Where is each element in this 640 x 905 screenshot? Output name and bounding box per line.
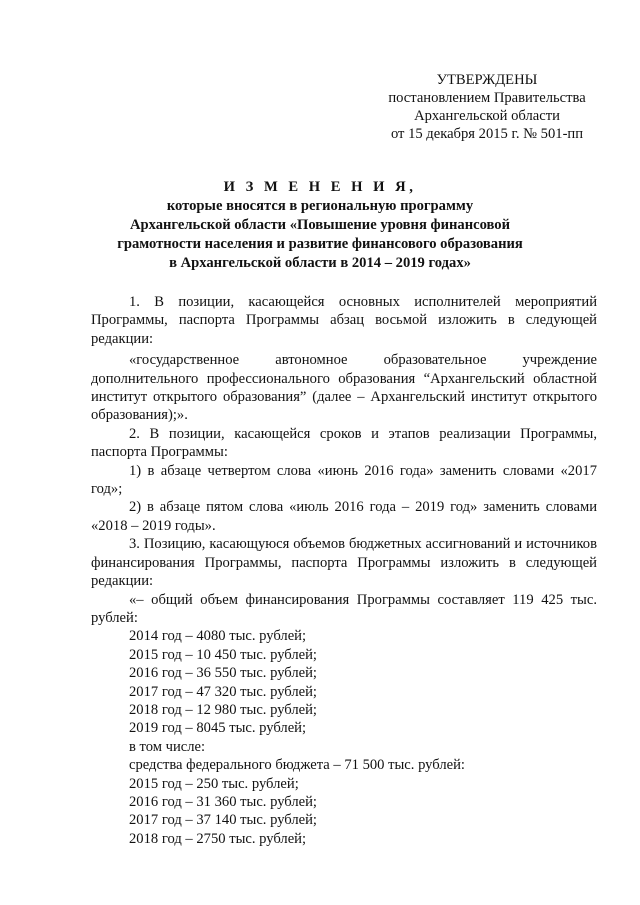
title-line: Архангельской области «Повышение уровня финансовой <box>129 217 511 233</box>
list-item: 2018 год – 12 980 тыс. рублей; <box>129 701 317 718</box>
list-item: в том числе: <box>129 738 206 755</box>
approval-stamp <box>372 71 602 143</box>
document-title <box>80 178 560 273</box>
paragraph: 1. В позиции, касающейся основных исполнителей мероприятий Программы, паспорта Программы абзац восьмой изложить в следующей редакции: <box>91 294 597 347</box>
list-item: 2015 год – 250 тыс. рублей; <box>129 775 299 792</box>
approval-line: постановлением Правительства <box>388 90 586 106</box>
approval-line: Архангельской области <box>414 108 560 124</box>
title-line: в Архангельской области в 2014 – 2019 годах» <box>169 255 471 271</box>
title-line: грамотности населения и развитие финансового образования <box>117 236 523 252</box>
list-item: 2017 год – 47 320 тыс. рублей; <box>129 683 317 700</box>
title-line: которые вносятся в региональную программу <box>166 198 474 214</box>
list-item: 2014 год – 4080 тыс. рублей; <box>129 628 307 645</box>
list-item: 2015 год – 10 450 тыс. рублей; <box>129 646 317 663</box>
list-item: 2018 год – 2750 тыс. рублей; <box>129 830 307 847</box>
paragraph: 1) в абзаце четвертом слова «июнь 2016 года» заменить словами «2017 год»; <box>91 462 597 498</box>
approval-title: УТВЕРЖДЕНЫ <box>436 72 538 88</box>
list-item: 2017 год – 37 140 тыс. рублей; <box>129 812 317 829</box>
list-item: 2019 год – 8045 тыс. рублей; <box>129 720 307 737</box>
paragraph: 2) в абзаце пятом слова «июль 2016 года – 2019 год» заменить словами «2018 – 2019 годы». <box>91 499 597 534</box>
list-item: средства федерального бюджета – 71 500 тыс. рублей: <box>129 757 465 774</box>
paragraph: 3. Позицию, касающуюся объемов бюджетных ассигнований и источников финансирования Программы, паспорта Программы изложить в следующей редакции: <box>91 536 597 590</box>
approval-date: от 15 декабря 2015 г. № 501-пп <box>390 126 584 142</box>
paragraph: «– общий объем финансирования Программы составляет 119 425 тыс. рублей: <box>91 591 597 626</box>
list-item: 2016 год – 36 550 тыс. рублей; <box>129 665 317 682</box>
paragraph: «государственное автономное образовательное учреждение дополнительного профессионального образования “Архангельский областной институт открытого образования” (далее – Архангельский институт открытого образования);». <box>91 352 597 424</box>
list-item: 2016 год – 31 360 тыс. рублей; <box>129 793 317 810</box>
title-heading: И З М Е Н Е Н И Я, <box>223 179 417 195</box>
document-body <box>91 293 597 848</box>
paragraph: 2. В позиции, касающейся сроков и этапов реализации Программы, паспорта Программы: <box>91 425 597 461</box>
